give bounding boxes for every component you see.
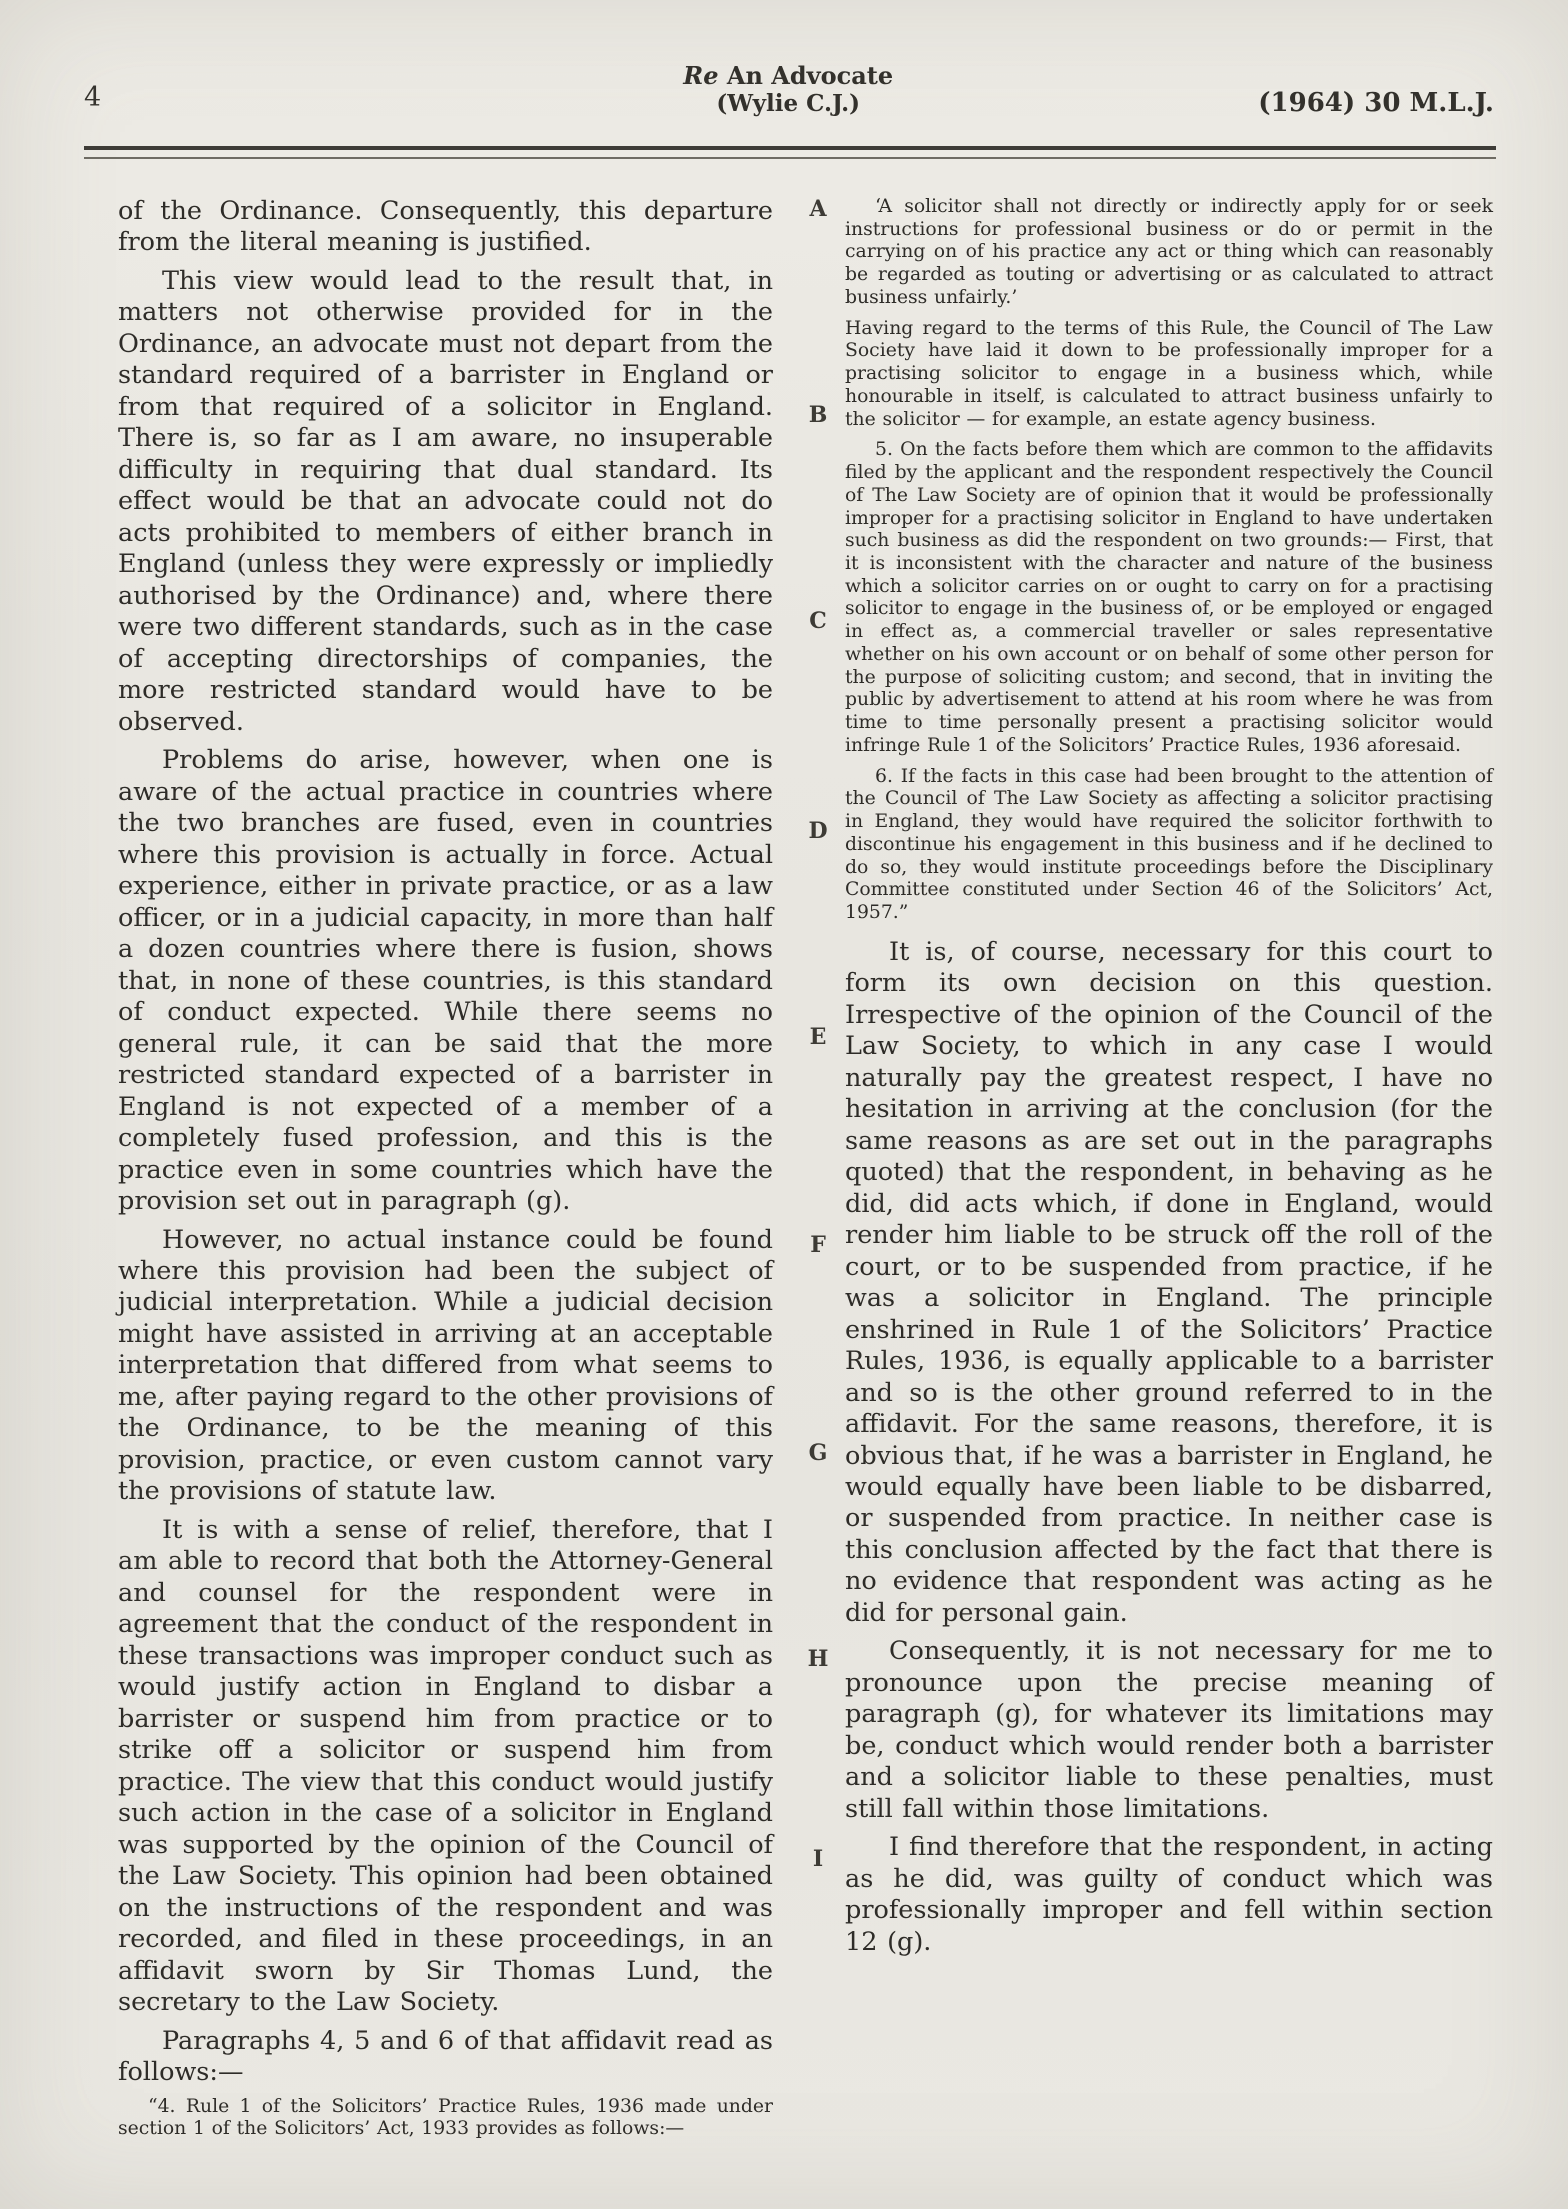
paragraph: It is with a sense of relief, therefore, that I am able to record that both the Attorney-General and counsel for the respondent were in agreement that the conduct of the respondent in these transactions was improper conduct such as would justify action in England to disbar a barrister or suspend him from practice or to strike off a solicitor or suspend him from practice. The view that this conduct would justify such action in the case of a solicitor in England was supported by the opinion of the Council of the Law Society. This opinion had been obtained on the instructions of the respondent and was recorded, and filed in these proceedings, in an affidavit sworn by Sir Thomas Lund, the secretary to the Law Society. — [118, 1514, 773, 2018]
margin-letter-a: A — [809, 196, 827, 222]
margin-letter-h: H — [807, 1646, 829, 1672]
margin-letter-i: I — [812, 1846, 824, 1872]
affidavit-quote-intro: “4. Rule 1 of the Solicitors’ Practice Rules, 1936 made under section 1 of the Solicitors’ Act, 1933 provides as follows:— — [118, 2095, 773, 2140]
right-column — [845, 196, 1493, 1965]
running-header — [683, 62, 893, 117]
margin-letter-c: C — [809, 608, 827, 634]
judge-name: (Wylie C.J.) — [716, 90, 860, 118]
paragraph: It is, of course, necessary for this court to form its own decision on this question. Irrespective of the opinion of the Council of the Law Society, to which in any case I would naturally pay the greatest respect, I have no hesitation in arriving at the conclusion (for the same reasons as are set out in the paragraphs quoted) that the respondent, in behaving as he did, did acts which, if done in England, would render him liable to be struck off the roll of the court, or to be suspended from practice, if he was a solicitor in England. The principle enshrined in Rule 1 of the Solicitors’ Practice Rules, 1936, is equally applicable to a barrister and so is the other ground referred to in the affidavit. For the same reasons, therefore, it is obvious that, if he was a barrister in England, he would equally have been liable to be disbarred, or suspended from practice. In neither case is this conclusion affected by the fact that there is no evidence that respondent was acting as he did for personal gain. — [845, 936, 1493, 1628]
margin-letter-f: F — [810, 1232, 826, 1258]
page-number: 4 — [84, 82, 102, 113]
paragraph: This view would lead to the result that, in matters not otherwise provided for in the Ordinance, an advocate must not depart from the standard required of a barrister in England or from that required of a solicitor in England. There is, so far as I am aware, no insuperable difficulty in requiring that dual standard. Its effect would be that an advocate could not do acts prohibited to members of either branch in England (unless they were expressly or impliedly authorised by the Ordinance) and, where there were two different standards, such as in the case of accepting directorships of companies, the more restricted standard would have to be observed. — [118, 265, 773, 737]
case-title — [683, 62, 893, 90]
paragraph: However, no actual instance could be found where this provision had been the subject of judicial interpretation. While a judicial decision might have assisted in arriving at an acceptable interpretation that differed from what seems to me, after paying regard to the other provisions of the Ordinance, to be the meaning of this provision, practice, or even custom cannot vary the provisions of statute law. — [118, 1224, 773, 1507]
affidavit-rule-quote: ‘A solicitor shall not directly or indirectly apply for or seek instructions for professional business or do or permit in the carrying on of his practice any act or thing which can reasonably be regarded as touting or advertising or as calculated to attract business unfairly.’ — [845, 196, 1493, 308]
margin-letter-e: E — [809, 1024, 827, 1050]
margin-letter-d: D — [808, 818, 828, 844]
case-title-re: Re — [683, 61, 719, 90]
affidavit-paragraph-4: Having regard to the terms of this Rule, the Council of The Law Society have laid it down to be professionally improper for a practising solicitor to engage in a business which, while honourable in itself, is calculated to attract business unfairly to the solicitor — for example, an estate agency business. — [845, 317, 1493, 430]
citation: (1964) 30 M.L.J. — [1258, 88, 1494, 118]
paragraph: I find therefore that the respondent, in acting as he did, was guilty of conduct which was professionally improper and fell within section 12 (g). — [845, 1832, 1493, 1957]
header-rule — [84, 146, 1496, 159]
affidavit-paragraph-5: 5. On the facts before them which are common to the affidavits filed by the applicant and the respondent respectively the Council of The Law Society are of opinion that it would be professionally improper for a practising solicitor in England to have undertaken such business as did the respondent on two grounds:— First, that it is inconsistent with the character and nature of the business which a solicitor carries on or ought to carry on for a practising solicitor to engage in the business of, or be employed or engaged in effect as, a commercial traveller or sales representative whether on his own account or on behalf of some other person for the purpose of soliciting custom; and second, that in inviting the public by advertisement to attend at his room where he was from time to time personally present a practising solicitor would infringe Rule 1 of the Solicitors’ Practice Rules, 1936 aforesaid. — [845, 439, 1493, 756]
paragraph: Problems do arise, however, when one is aware of the actual practice in countries where the two branches are fused, even in countries where this provision is actually in force. Actual experience, either in private practice, or as a law officer, or in a judicial capacity, in more than half a dozen countries where there is fusion, shows that, in none of these countries, is this standard of conduct expected. While there seems no general rule, it can be said that the more restricted standard expected of a barrister in England is not expected of a member of a completely fused profession, and this is the practice even in some countries which have the provision set out in paragraph (g). — [118, 745, 773, 1217]
margin-letter-b: B — [808, 402, 828, 428]
case-title-rest: An Advocate — [726, 61, 894, 90]
paragraph: Paragraphs 4, 5 and 6 of that affidavit read as follows:— — [118, 2025, 773, 2088]
paragraph: Consequently, it is not necessary for me to pronounce upon the precise meaning of paragraph (g), for whatever its limitations may be, conduct which would render both a barrister and a solicitor liable to these penalties, must still fall within those limitations. — [845, 1636, 1493, 1824]
affidavit-paragraph-6: 6. If the facts in this case had been brought to the attention of the Council of The Law Society as affecting a solicitor practising in England, they would have required the solicitor forthwith to discontinue his engagement in this business and if he declined to do so, they would institute proceedings before the Disciplinary Committee constituted under Section 46 of the Solicitors’ Act, 1957.” — [845, 765, 1493, 924]
left-column — [118, 196, 773, 2149]
margin-letter-g: G — [808, 1440, 828, 1466]
paragraph: of the Ordinance. Consequently, this departure from the literal meaning is justified. — [118, 196, 773, 258]
